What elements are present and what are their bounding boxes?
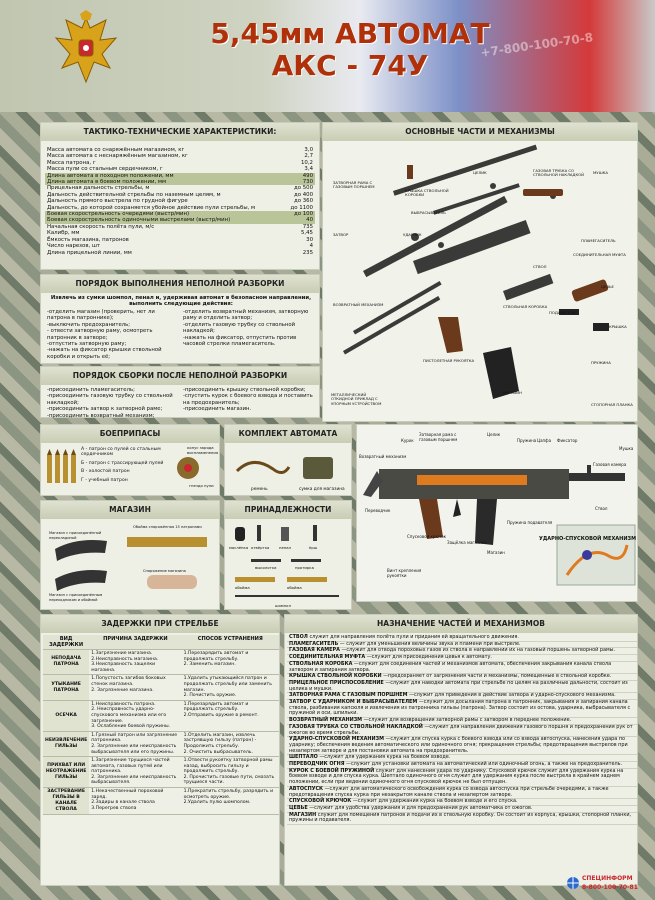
ttx-param: Масса патрона, г: [47, 159, 96, 166]
ttx-value: до 400: [293, 191, 313, 198]
mag-label-4: Снаряжение магазина: [143, 569, 186, 573]
delays-heading: ЗАДЕРЖКИ ПРИ СТРЕЛЬБЕ: [41, 615, 279, 633]
part-label: ГАЗОВАЯ ТРУБКА СО СТВОЛЬНОЙ НАКЛАДКОЙ: [533, 168, 585, 178]
purpose-term: ШЕПТАЛО: [289, 754, 318, 761]
ttx-param: Начальная скорость полёта пули, м/с: [47, 223, 155, 230]
delays-row: [43, 788, 279, 815]
purpose-desc: —служит для отвода пороховых газов из ствола в направлении их на газовый поршень затворной рамы.: [341, 647, 616, 654]
purpose-term: ЦЕВЬЕ: [289, 804, 308, 811]
purpose-desc: —служит для возвращения затворной рамы с затвором в переднее положение.: [363, 717, 572, 724]
ttx-row: [45, 250, 315, 256]
part-label: ЦЕВЬЕ: [601, 284, 614, 289]
ttx-value: 3,0: [304, 147, 313, 153]
main-parts-heading: ОСНОВНЫЕ ЧАСТИ И МЕХАНИЗМЫ: [323, 123, 637, 141]
delays-panel: [40, 614, 280, 886]
kit-item-strap: ремень: [251, 487, 268, 492]
ammo-item: В - холостой патрон: [81, 469, 130, 475]
delay-type: ЗАСТРЕВАНИЕ ГИЛЬЗЫ В КАНАЛЕ СТВОЛА: [43, 788, 89, 815]
purpose-term: ВОЗВРАТНЫЙ МЕХАНИЗМ: [289, 717, 363, 724]
assembly-left: -присоединить пламегаситель; -присоединить газовую трубку со ствольной накладкой; -присоединить затвор к затворной раме; -присоединить возвратный механизм;: [47, 387, 173, 419]
part-label: ПОДАВАТЕЛЬ: [549, 310, 576, 315]
accessory-label: пенал: [279, 545, 292, 550]
eagle-emblem: [50, 10, 122, 88]
ammo-heading: БОЕПРИПАСЫ: [41, 425, 219, 443]
accessory-label: маслёнка: [229, 545, 249, 550]
purpose-desc: —служит для направления движения газового поршня и предохранения рук от ожогов во время стрельбы.: [289, 723, 633, 736]
part-label: МЕТАЛЛИЧЕСКИЙ ОТКИДНОЙ ПРИКЛАД С УПОРНЫМ УСТРОЙСТВОМ: [331, 392, 382, 406]
purpose-desc: —предохраняет от загрязнения части и механизмы, помещенные в ствольной коробке.: [383, 673, 612, 680]
ttx-param: Боевая скорострельность очередями (выстр/мин): [47, 211, 190, 218]
purpose-term: КРЫШКА СТВОЛЬНОЙ КОРОБКИ: [289, 673, 382, 680]
ttx-param: Длина прицельной линии, мм: [47, 249, 132, 256]
purpose-desc: служит для помещения патронов и подачи их в ствольную коробку. Он состоит из корпуса, крышки, стопорной планки, пружины и подавателя.: [289, 811, 632, 824]
ttx-param: Длина автомата в боевом положении, мм: [47, 179, 167, 186]
part-label: СТОПОРНАЯ ПЛАНКА: [591, 402, 633, 407]
ttx-value: 40: [306, 217, 313, 224]
part-label: ПИСТОЛЕТНАЯ РУКОЯТКА: [423, 358, 475, 363]
mag-label-2: Обойма снаряжённая 15 патронами: [133, 525, 202, 529]
part-label: УДАРНИК: [403, 232, 422, 237]
cutaway-label: Ствол: [595, 506, 608, 511]
cutaway-label: Целик: [487, 432, 501, 437]
purpose-desc: —служит для наводки автомата при стрельбе по целям на различные дальности, состоит из целика и мушки.: [289, 679, 628, 692]
main-parts-panel: [322, 122, 638, 422]
ttx-param: Ёмкость магазина, патронов: [47, 236, 129, 243]
purpose-desc: —служит для автоматического освобождения курка со взвода автоспуска при стрельбе очередями, а также предотвращения спуска курка при незакрытом канале ствола и незапертом затворе.: [289, 785, 609, 798]
cutaway-label: Магазин: [487, 550, 505, 555]
delays-row: [43, 731, 279, 756]
purpose-term: ЗАТВОР С УДАРНИКОМ И ВЫБРАСЫВАТЕЛЕМ: [289, 699, 418, 706]
page-title-line1: 5,45мм АВТОМАТ: [210, 17, 490, 50]
part-label: ВОЗВРАТНЫЙ МЕХАНИЗМ: [333, 302, 384, 307]
delay-cause: 1.Некачественный пороховой заряд. 2.Задиры в канале ствола 3.Перегрев ствола: [89, 788, 181, 815]
purpose-desc: служит для направления полёта пули и придания ей вращательного движения.: [309, 634, 519, 640]
ttx-param: Дальность, до которой сохраняется убойное действие пули стрельбы, м: [47, 204, 256, 211]
purpose-item: [287, 700, 637, 718]
purpose-term: МАГАЗИН: [289, 811, 317, 818]
ttx-param: Масса пули со стальным сердечником, г: [47, 166, 163, 173]
magazine-panel: [40, 500, 220, 610]
ttx-value: до 500: [293, 185, 313, 192]
assembly-right: -присоединить крышку ствольной коробки; -спустить курок с боевого взвода и поставить на предохранитель; -присоединить магазин.: [183, 387, 313, 413]
ttx-value: до 100: [293, 211, 313, 218]
ttx-value: до 1100: [290, 204, 313, 211]
delay-cause: 1.Загрязнение магазина. 2.Неисправность магазина. 3.Неисправность защелки магазина.: [89, 650, 181, 675]
cutaway-label: Пружина: [517, 438, 537, 443]
ttx-value: до 360: [293, 198, 313, 205]
purpose-panel: [284, 614, 638, 886]
purpose-item: [287, 737, 637, 755]
purpose-desc: служит для нанесения удара по ударнику. Спусковой крючок служит для удержания курка на боевом взводе и для спуска курка. Шептало одиночного огня служит для удержания курка после выстрела в крайнем заднем положении, если при ведении одиночного огня спусковой крючок не был отпущен.: [289, 767, 624, 786]
disassembly-right: -отделить возвратный механизм, затворную раму и отделить затвор; -отделить газовую трубку со ствольной накладкой; -нажать на фиксатор, отпустить против часовой стрелки пламегаситель.: [183, 309, 309, 348]
delay-type: ПРИХВАТ ИЛИ НЕОТРАЖЕНИЕ ГИЛЬЗЫ: [43, 757, 89, 788]
delay-fix: 1.Перезарядить автомат и продолжать стрельбу. 2. Заменить магазин.: [182, 650, 279, 675]
part-label: МУШКА: [593, 170, 608, 175]
ttx-value: 730: [302, 179, 313, 186]
cutaway-label: Пружина подавателя: [507, 520, 553, 525]
ttx-value: 10,2: [300, 159, 313, 166]
delay-fix: 1.Прекратить стрельбу, разрядить и осмотреть оружие. 2.Удалить пулю шомполом.: [182, 788, 279, 815]
part-label: ПЛАМЕГАСИТЕЛЬ: [581, 238, 616, 243]
purpose-term: ГАЗОВАЯ ТРУБКА СО СТВОЛЬНОЙ НАКЛАДКОЙ: [289, 723, 423, 730]
delay-fix: 1.Удалить утыкающийся патрон и продолжать стрельбу или заменить магазин. 2. Почистить оружие.: [182, 675, 279, 700]
mag-label-3: Магазин с присоединённым переходником и обоймой: [49, 593, 103, 602]
delay-fix: 1.Отвести рукоятку затворной рамы назад, выбросить гильзу и продолжить стрельбу. 2. Прочистить газовые пути, смазать трущиеся части.: [182, 757, 279, 788]
disassembly-intro: Извлечь из сумки шомпол, пенал и, удерживая автомат в безопасном направлении, выполнить следующие действия:: [50, 295, 312, 308]
part-label: СТВОЛЬНАЯ КОРОБКА: [503, 304, 548, 309]
part-label: МАГАЗИН: [503, 390, 522, 395]
delays-row: [43, 675, 279, 700]
delay-type: НЕПОДАЧА ПАТРОНА: [43, 650, 89, 675]
delays-col-header: ВИД ЗАДЕРЖКИ: [43, 635, 89, 650]
kit-item-pouch: сумка для магазина: [299, 487, 345, 492]
purpose-term: КУРОК С БОЕВОЙ ПРУЖИНОЙ: [289, 767, 375, 774]
purpose-desc: —служит для соединения частей и механизмов автомата, обеспечения закрывания канала ствола затвором и запирания затвора.: [289, 660, 612, 673]
cutaway-panel: [356, 424, 638, 602]
ttx-table: [45, 147, 315, 256]
delay-cause: 1.Неисправность патрона. 2. Неисправность ударно-спускового механизма или его загрязнение. 3. Ослабление боевой пружины.: [89, 700, 181, 731]
ttx-value: 2,7: [304, 153, 313, 160]
delays-col-header: СПОСОБ УСТРАНЕНИЯ: [182, 635, 279, 650]
purpose-desc: —служит для удержания курка на боевом взводе и его спуска.: [352, 798, 518, 805]
cutaway-label: Фиксатор: [557, 438, 578, 443]
purpose-list: [287, 635, 637, 825]
purpose-term: ЗАТВОРНАЯ РАМА С ГАЗОВЫМ ПОРШНЕМ: [289, 692, 408, 699]
purpose-desc: — служит для уменьшения величины звука и пламени при выстреле.: [339, 640, 521, 647]
purpose-term: АВТОСПУСК: [289, 785, 324, 792]
brand-logo: [566, 874, 646, 898]
trigger-mech-title: УДАРНО-СПУСКОВОЙ МЕХАНИЗМ: [539, 536, 637, 542]
part-label: ПРУЖИНА: [591, 360, 611, 365]
accessories-heading: ПРИНАДЛЕЖНОСТИ: [225, 501, 351, 519]
delay-cause: 1.Попустость загибов боковых стенок магазина. 2. Загрязнение магазина.: [89, 675, 181, 700]
eagle-icon: [50, 10, 122, 88]
purpose-desc: —служит для приведения в действие затвора и ударно-спускового механизма.: [409, 692, 616, 699]
cutaway-label: Цапфа: [537, 438, 552, 443]
disassembly-panel: [40, 274, 320, 364]
ttx-panel: [40, 122, 320, 270]
disassembly-left: -отделить магазин (проверить, нет ли патрона в патроннике); -выключить предохранитель; - отвести затворную раму, осмотреть патронник в затворе; -отпустить затворную раму; -нажать на фиксатор крышки ствольной коробки и открыть её;: [47, 309, 162, 360]
cutaway-label: Винт крепления рукоятки: [387, 568, 422, 578]
purpose-desc: —служит для спуска курка с боевого взвода или со взвода автоспуска, нанесения удара по ударнику; обеспечения ведения автоматического или одиночного огня; прекращения стрельбы; предотвращения выстрелов при незапертом затворе и для постановки автомата на предохранитель.: [289, 736, 628, 754]
purpose-term: УДАРНО-СПУСКОВОЙ МЕХАНИЗМ: [289, 736, 384, 743]
cutaway-label: Спусковой крючок: [407, 534, 447, 539]
cartridge-base-icon: [175, 455, 201, 481]
cutaway-label: Защёлка магазина: [447, 540, 487, 545]
delays-row: [43, 757, 279, 788]
purpose-term: ПЛАМЕГАСИТЕЛЬ: [289, 640, 339, 647]
delays-row: [43, 650, 279, 675]
accessories-image: [231, 523, 347, 607]
capsule-label: конус заряда воспламенения: [187, 445, 219, 455]
part-label: ЗАТВОР: [333, 232, 349, 237]
accessory-label: отвёртка: [251, 545, 270, 550]
purpose-term: ПРИЦЕЛЬНОЕ ПРИСПОСОБЛЕНИЕ: [289, 679, 384, 686]
delays-header-row: [43, 635, 279, 650]
purpose-term: СТВОЛ: [289, 634, 308, 640]
ttx-param: Дальность действительной стрельбы по наземным целям, м: [47, 191, 221, 198]
delay-cause: 1.Загрязнение трущихся частей автомата, газовых путей или патронника. 2. Загрязнение или неисправность выбрасывателя.: [89, 757, 181, 788]
mag-label-1: Магазин с присоединённой перекладиной: [49, 531, 102, 540]
purpose-term: ПЕРЕВОДЧИК ОГНЯ: [289, 761, 345, 768]
accessory-label: ёрш: [309, 545, 318, 550]
purpose-term: СОЕДИНИТЕЛЬНАЯ МУФТА: [289, 654, 366, 661]
cutaway-label: Переводчик: [365, 508, 391, 513]
accessory-label: протирка: [295, 565, 314, 570]
ammo-item: Г - учебный патрон: [81, 477, 128, 483]
part-label: СОЕДИНИТЕЛЬНАЯ МУФТА: [573, 252, 626, 257]
cartridges-image: [45, 449, 79, 485]
part-label: КРЫШКА СТВОЛЬНОЙ КОРОБКИ: [405, 188, 449, 198]
ttx-param: Длина автомата в походном положении, мм: [47, 172, 174, 179]
page-title-line2: АКС - 74У: [271, 49, 429, 82]
ammo-item: Б - патрон с трассирующей пулей: [81, 460, 164, 466]
purpose-desc: —служит для удержания курка на боевом взводе.: [319, 754, 451, 761]
accessory-label: выколотка: [255, 565, 277, 570]
purpose-desc: —служит для досылания патрона в патронник, закрывания и запирания канала ствола, разбивания капсюля и извлечения из патронника гильзы (патрона). Затвор состоит из остова, ударника, выбрасывателя с пружиной и оси, шпильки.: [289, 699, 631, 717]
part-label: СТВОЛ: [533, 264, 547, 269]
ttx-value: 3,4: [304, 166, 313, 173]
ttx-param: Число нарезов, шт: [47, 243, 101, 250]
ttx-param: Прицельная дальность стрельбы, м: [47, 185, 150, 192]
delay-cause: 1.Грязный патрон или загрязнение патронника. 2. Загрязнение или неисправность выбрасывателя или его пружины.: [89, 731, 181, 756]
purpose-term: СПУСКОВОЙ КРЮЧОК: [289, 798, 352, 805]
ammo-list: [81, 447, 173, 486]
ttx-param: Масса автомата с неснаряжённым магазином, кг: [47, 153, 188, 160]
ammo-item: А - патрон со пулей со стальным сердечником: [81, 447, 161, 458]
disassembly-heading: ПОРЯДОК ВЫПОЛНЕНИЯ НЕПОЛНОЙ РАЗБОРКИ: [41, 275, 319, 293]
delay-fix: 1.Перезарядить автомат и продолжать стрельбу. 2.Отправить оружие в ремонт.: [182, 700, 279, 731]
delay-fix: 1.Отделить магазин, извлечь застрявшую гильзу (патрон) - Продолжить стрельбу. 2. Очистить выбрасыватель.: [182, 731, 279, 756]
ttx-value: 30: [306, 236, 313, 243]
watermark: +7-800-100-70-8: [479, 30, 594, 60]
kit-image: [233, 451, 345, 485]
ttx-value: 5,45: [300, 230, 313, 237]
purpose-item: [287, 769, 637, 787]
cutaway-label: Мушка: [619, 446, 634, 451]
delays-col-header: ПРИЧИНА ЗАДЕРЖКИ: [89, 635, 181, 650]
purpose-desc: —служит для удобства удержания и для предохранения рук автоматчика от ожогов.: [309, 804, 533, 811]
ttx-value: 490: [302, 172, 313, 179]
cutaway-label: Затворная рама с газовым поршнем: [419, 432, 458, 442]
accessory-label: обойма: [235, 585, 250, 590]
accessory-label: обойма: [287, 585, 302, 590]
ttx-heading: ТАКТИКО-ТЕХНИЧЕСКИЕ ХАРАКТЕРИСТИКИ:: [41, 123, 319, 141]
cutaway-label: Курок: [401, 438, 414, 443]
delay-type: НЕИЗВЛЕЧЕНИЕ ГИЛЬЗЫ: [43, 731, 89, 756]
cutaway-label: Возвратный механизм: [359, 454, 407, 459]
purpose-desc: —служит для присоединения цевья к автомату.: [366, 654, 492, 661]
purpose-term: ГАЗОВАЯ КАМЕРА: [289, 647, 340, 654]
ttx-value: 4: [309, 243, 313, 250]
ttx-value: 235: [302, 249, 313, 256]
kit-panel: [224, 424, 352, 496]
brand-name: СПЕЦИНФОРМ: [582, 875, 633, 882]
purpose-term: СТВОЛЬНАЯ КОРОБКА: [289, 660, 353, 667]
cutaway-label: Газовая камера: [593, 462, 627, 467]
magazine-heading: МАГАЗИН: [41, 501, 219, 519]
accessories-panel: [224, 500, 352, 610]
delays-row: [43, 700, 279, 731]
delay-type: УТЫКАНИЕ ПАТРОНА: [43, 675, 89, 700]
accessory-label: шомпол: [275, 603, 291, 608]
ttx-param: Калибр, мм: [47, 230, 80, 237]
kit-heading: КОМПЛЕКТ АВТОМАТА: [225, 425, 351, 443]
part-label: КРЫШКА: [609, 324, 627, 329]
brand-globe-icon: [566, 876, 580, 890]
proj-label: гнездо пули: [189, 483, 214, 488]
purpose-desc: —служит для установки автомата на автоматический или одиночный огонь, а также на предохранитель.: [346, 761, 623, 768]
purpose-heading: НАЗНАЧЕНИЕ ЧАСТЕЙ И МЕХАНИЗМОВ: [285, 615, 637, 633]
assembly-heading: ПОРЯДОК СБОРКИ ПОСЛЕ НЕПОЛНОЙ РАЗБОРКИ: [41, 367, 319, 385]
assembly-panel: [40, 366, 320, 418]
ammo-panel: [40, 424, 220, 496]
delay-type: ОСЕЧКА: [43, 700, 89, 731]
part-label: ЦЕЛИК: [473, 170, 487, 175]
purpose-item: [287, 813, 637, 825]
ttx-param: Боевая скорострельность одиночными выстрелами (выстр/мин): [47, 217, 231, 224]
ttx-param: Масса автомата со снаряжённым магазином, кг: [47, 147, 185, 153]
delays-table: [43, 635, 279, 815]
part-label: ВЫБРАСЫВАТЕЛЬ: [411, 210, 446, 215]
ttx-value: 735: [302, 223, 313, 230]
brand-phone: 8-800-100-70-81: [582, 884, 638, 891]
ttx-param: Дальность прямого выстрела по грудной фигуре: [47, 198, 188, 205]
part-label: ЗАТВОРНАЯ РАМА С ГАЗОВЫМ ПОРШНЕМ: [333, 180, 375, 190]
